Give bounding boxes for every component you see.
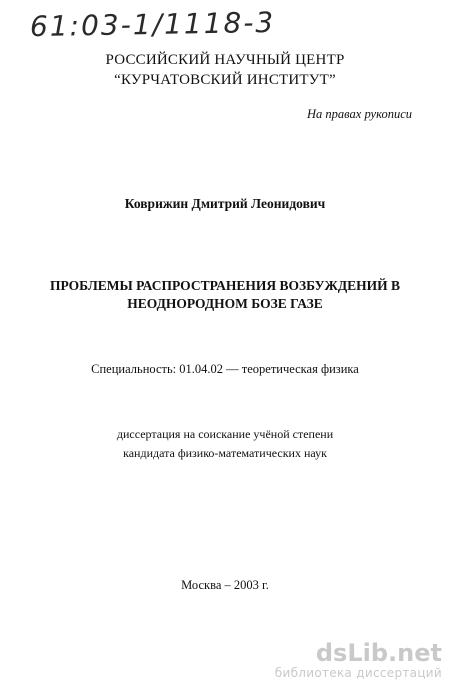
watermark (275, 640, 442, 680)
watermark-logo: dsLib.net (315, 639, 442, 667)
handwritten-catalog-code: 61:03-1/1118-3 (29, 5, 276, 44)
title-line2: НЕОДНОРОДНОМ БОЗЕ ГАЗЕ (127, 296, 323, 311)
dissertation-title (20, 277, 430, 313)
place-and-year: Москва – 2003 г. (181, 578, 269, 592)
organization-name-line2: “КУРЧАТОВСКИЙ ИНСТИТУТ” (114, 72, 336, 88)
rights-note: На правах рукописи (307, 107, 412, 121)
title-line1: ПРОБЛЕМЫ РАСПРОСТРАНЕНИЯ ВОЗБУЖДЕНИЙ В (49, 278, 401, 293)
specialty-line: Специальность: 01.04.02 — теоретическая физика (91, 362, 359, 376)
degree-line2: кандидата физико-математических наук (123, 446, 327, 460)
degree-line1: диссертация на соискание учёной степени (116, 427, 334, 441)
author-name: Коврижин Дмитрий Леонидович (124, 196, 326, 211)
watermark-subtitle: библиотека диссертаций (274, 666, 442, 680)
organization-name-line1: РОССИЙСКИЙ НАУЧНЫЙ ЦЕНТР (105, 52, 345, 68)
